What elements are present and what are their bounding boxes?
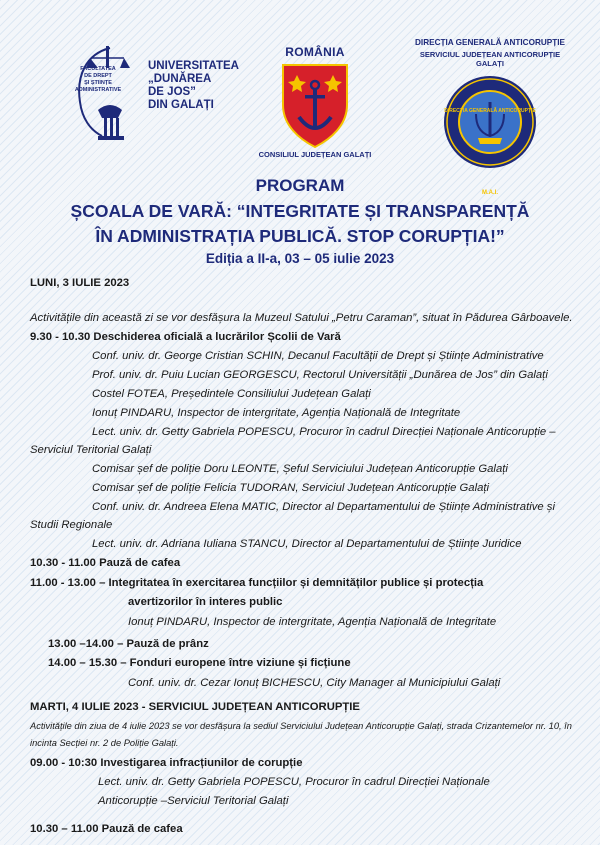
dga-ring-text: DIRECȚIA GENERALĂ ANTICORUPȚIE — [444, 108, 536, 114]
university-name — [148, 60, 239, 112]
program-line: Serviciul Teritorial Galați — [30, 444, 152, 456]
program-line: 10.30 - 11.00 Pauză de cafea — [30, 557, 181, 569]
program-line: Conf. univ. dr. Andreea Elena MATIC, Director al Departamentului de Științe Administrative și — [92, 501, 555, 513]
county-council-logo — [255, 45, 375, 159]
dga-mai-text: M.A.I. — [482, 190, 498, 196]
program-line: Conf. univ. dr. Cezar Ionuț BICHESCU, City Manager al Municipiului Galați — [128, 677, 501, 689]
event-edition: Ediția a II-a, 03 – 05 iulie 2023 — [205, 251, 395, 266]
dga-logo — [410, 38, 570, 196]
udj_name-line: „DUNĂREA — [148, 73, 212, 85]
university-logo — [70, 40, 239, 155]
udj_name-line: UNIVERSITATEA — [148, 60, 239, 72]
program-line: 09.00 - 10:30 Investigarea infracțiunilor de corupție — [30, 757, 303, 769]
university-emblem-icon — [70, 40, 150, 150]
program-line: Prof. univ. dr. Puiu Lucian GEORGESCU, Rectorul Universității „Dunărea de Jos” din Galați — [92, 369, 548, 381]
program-line: 13.00 –14.00 – Pauză de prânz — [48, 638, 209, 650]
program-line: Lect. univ. dr. Getty Gabriela POPESCU, Procuror în cadrul Direcției Naționale Anticorupție – — [92, 426, 556, 438]
program-line: Costel FOTEA, Președintele Consiliului Județean Galați — [92, 388, 371, 400]
program-line: Activitățile din această zi se vor desfășura la Muzeul Satului „Petru Caraman”, situat în Pădurea Gârboavele. — [30, 312, 573, 324]
program-line: 9.30 - 10.30 Deschiderea oficială a lucrărilor Școlii de Vară — [30, 331, 341, 343]
udj_faculty-line: ADMINISTRATIVE — [74, 87, 122, 93]
program-line: 14.00 – 15.30 – Fonduri europene între viziune și ficțiune — [48, 657, 351, 669]
program-line: Ionuț PINDARU, Inspector de intergritate, Agenția Națională de Integritate — [92, 407, 461, 419]
program-line: 11.00 - 13.00 – Integritatea în exercitarea funcțiilor și demnităților publice și protecția — [30, 577, 484, 589]
dga-seal-icon — [442, 74, 538, 170]
faculty-name — [74, 66, 122, 94]
county-shield-icon — [275, 61, 355, 151]
program-line: Activitățile din ziua de 4 iulie 2023 se vor desfășura la sediul Serviciului Județean Anticorupție Galați, strada Crizantemelor nr. 10, în — [30, 721, 572, 731]
program-line: LUNI, 3 IULIE 2023 — [30, 277, 130, 289]
event-title-line1: ȘCOALA DE VARĂ: “INTEGRITATE ȘI TRANSPARENȚĂ — [70, 201, 530, 221]
program-line: incinta Secției nr. 2 de Poliție Galați. — [30, 738, 179, 748]
program-line: 10.30 – 11.00 Pauză de cafea — [30, 823, 183, 835]
udj_name-line: DE JOS” — [148, 86, 196, 98]
event-title-line2: ÎN ADMINISTRAȚIA PUBLICĂ. STOP CORUPȚIA!” — [95, 226, 505, 246]
program-line: Conf. univ. dr. George Cristian SCHIN, Decanul Facultății de Drept și Științe Administrative — [92, 350, 544, 362]
program-line: Lect. univ. dr. Adriana Iuliana STANCU, Director al Departamentului de Științe Juridice — [92, 538, 522, 550]
udj_faculty-line: FACULTATEA — [80, 66, 116, 72]
program-line: MARTI, 4 IULIE 2023 - SERVICIUL JUDEȚEAN ANTICORUPȚIE — [30, 701, 360, 713]
county-council-name: CONSILIUL JUDEȚEAN GALAȚI — [258, 150, 372, 159]
program-line: Comisar șef de poliție Doru LEONTE, Șeful Serviciului Județean Anticorupție Galați — [92, 463, 508, 475]
dga-title: DIRECȚIA GENERALĂ ANTICORUPȚIE — [415, 38, 565, 47]
program-line: Anticorupție –Serviciul Teritorial Galați — [98, 795, 289, 807]
udj_faculty-line: DE DREPT — [84, 73, 112, 79]
program-line: avertizorilor în interes public — [128, 596, 283, 608]
program-line: Ionuț PINDARU, Inspector de intergritate, Agenția Națională de Integritate — [128, 616, 497, 628]
udj_faculty-line: ȘI ȘTIINȚE — [84, 80, 112, 86]
program-heading: PROGRAM — [255, 176, 345, 195]
udj_name-line: DIN GALAȚI — [148, 99, 214, 111]
program-line: Studii Regionale — [30, 519, 113, 531]
program-line: Lect. univ. dr. Getty Gabriela POPESCU, Procuror în cadrul Direcției Naționale — [98, 776, 490, 788]
romania-title: ROMÂNIA — [285, 45, 345, 59]
dga-subtitle: SERVICIUL JUDEȚEAN ANTICORUPȚIE GALAȚI — [419, 50, 561, 68]
program-line: Comisar șef de poliție Felicia TUDORAN, Serviciul Județean Anticorupție Galați — [92, 482, 490, 494]
